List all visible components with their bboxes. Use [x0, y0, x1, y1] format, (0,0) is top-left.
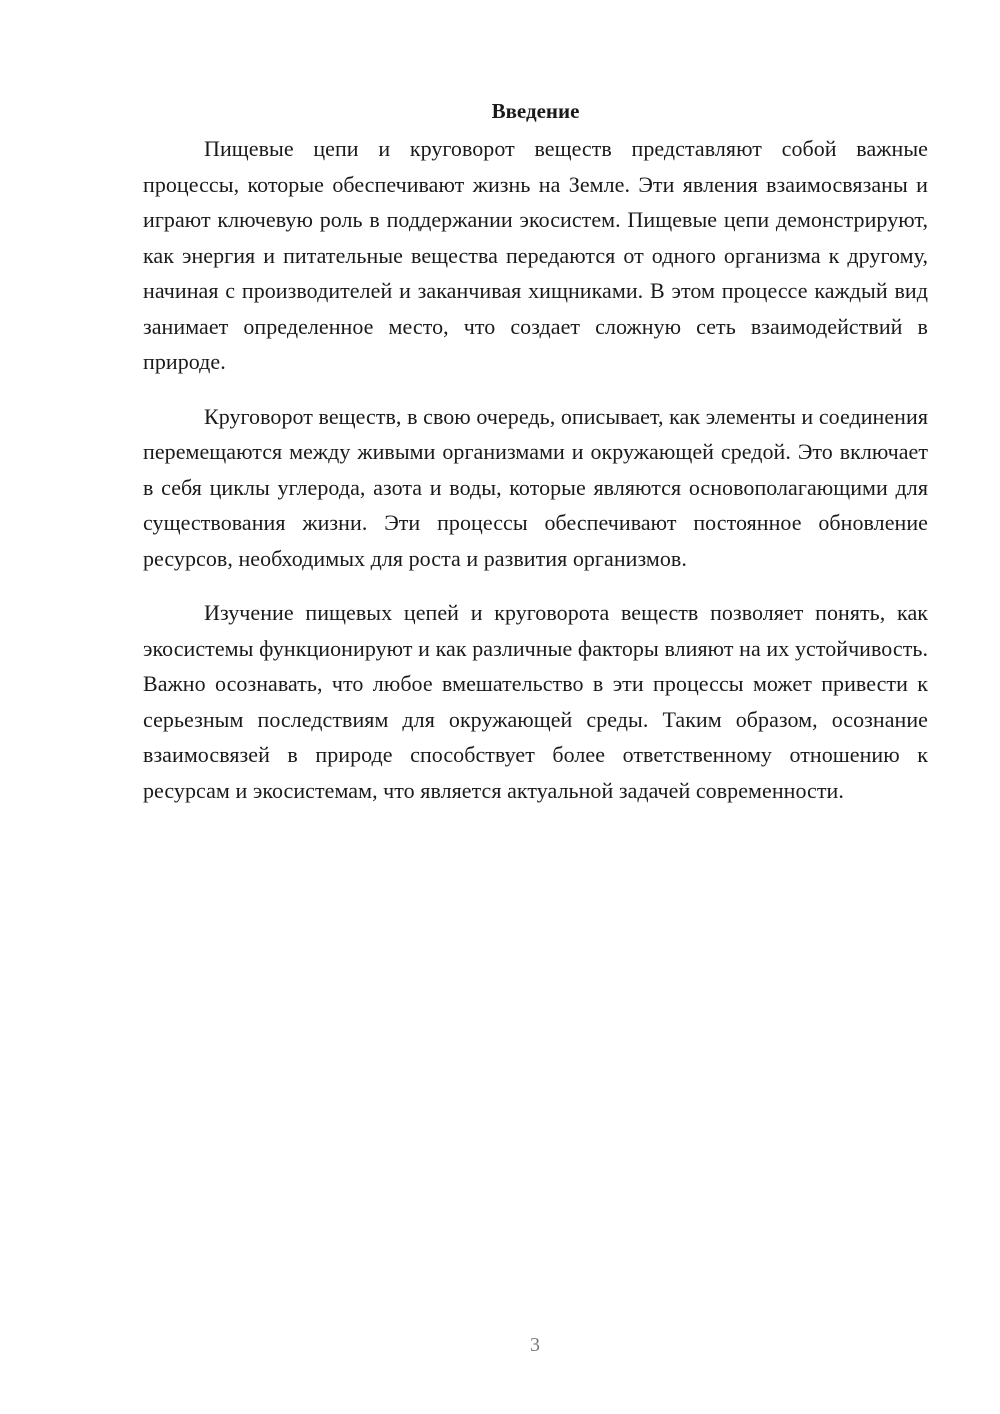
paragraph-1: Пищевые цепи и круговорот веществ представляют собой важные процессы, которые обеспечивают жизнь на Земле. Эти явления взаимосвязаны и играют ключевую роль в поддержании экосистем. Пищевые цепи демонстрируют, как энергия и питательные вещества передаются от одного организма к другому, начиная с производителей и заканчивая хищниками. В этом процессе каждый вид занимает определенное место, что создает сложную сеть взаимодействий в природе.	[143, 136, 928, 374]
page-number: 3	[530, 1334, 540, 1356]
paragraph-3: Изучение пищевых цепей и круговорота веществ позволяет понять, как экосистемы функционируют и как различные факторы влияют на их устойчивость. Важно осознавать, что любое вмешательство в эти процессы может привести к серьезным последствиям для окружающей среды. Таким образом, осознание взаимосвязей в природе способствует более ответственному отношению к ресурсам и экосистемам, что является актуальной задачей современности.	[143, 600, 928, 803]
section-heading: Введение	[491, 99, 580, 123]
page-content	[143, 96, 928, 827]
paragraph-2: Круговорот веществ, в свою очередь, описывает, как элементы и соединения перемещаются между живыми организмами и окружающей средой. Это включает в себя циклы углерода, азота и воды, которые являются основополагающими для существования жизни. Эти процессы обеспечивают постоянное обновление ресурсов, необходимых для роста и развития организмов.	[143, 403, 928, 571]
